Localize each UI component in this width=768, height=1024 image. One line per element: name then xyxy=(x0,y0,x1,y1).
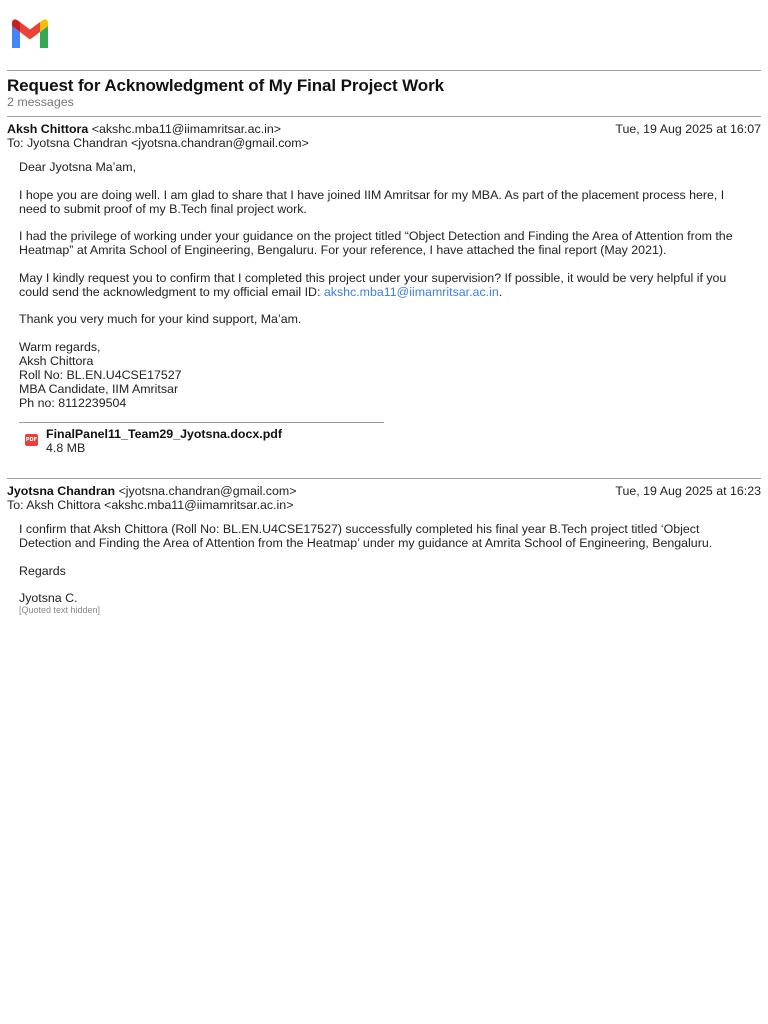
signature-roll: Roll No: BL.EN.U4CSE17527 xyxy=(19,367,182,382)
attachment-size: 4.8 MB xyxy=(46,441,86,455)
signature-closing: Warm regards, xyxy=(19,339,101,354)
gmail-logo xyxy=(9,18,51,49)
divider xyxy=(7,478,761,479)
sender-name: Aksh Chittora xyxy=(7,122,89,136)
signature-name: Aksh Chittora xyxy=(19,353,94,368)
recipient-line: To: Jyotsna Chandran <jyotsna.chandran@gmail.com> xyxy=(7,136,309,150)
paragraph: Thank you very much for your kind support, Ma’am. xyxy=(19,312,302,326)
paragraph: I confirm that Aksh Chittora (Roll No: BL.EN.U4CSE17527) successfully completed his final year B.Tech project titled ‘Object Detection and Finding the Area of Attention from the Heatmap’ under my guidance at Amrita School of Engineering, Bengaluru. xyxy=(19,522,713,550)
recipient-line: To: Aksh Chittora <akshc.mba11@iimamritsar.ac.in> xyxy=(7,498,294,512)
closing: Regards xyxy=(19,563,66,578)
message-header xyxy=(7,484,761,512)
divider xyxy=(7,116,761,117)
signature-phone: Ph no: 8112239504 xyxy=(19,395,127,410)
thread-subject: Request for Acknowledgment of My Final Project Work xyxy=(7,76,444,95)
signature xyxy=(19,340,749,410)
message-body xyxy=(19,160,749,410)
pdf-icon: PDF xyxy=(25,434,38,446)
paragraph-text: May I kindly request you to confirm that I completed this project under your supervision? If possible, it would be very helpful if you could send the acknowledgment to my official email ID: xyxy=(19,270,727,299)
email-link[interactable]: akshc.mba11@iimamritsar.ac.in xyxy=(323,284,499,299)
divider xyxy=(7,70,761,71)
greeting: Dear Jyotsna Ma’am, xyxy=(19,160,137,174)
attachment-divider xyxy=(19,422,384,423)
message-header xyxy=(7,122,761,150)
paragraph xyxy=(19,271,749,299)
signature-role: MBA Candidate, IIM Amritsar xyxy=(19,381,179,396)
sender-email: <akshc.mba11@iimamritsar.ac.in> xyxy=(91,122,282,136)
sender-name: Jyotsna Chandran xyxy=(7,484,116,498)
message-count: 2 messages xyxy=(7,95,74,109)
sender-email: <jyotsna.chandran@gmail.com> xyxy=(118,484,297,498)
paragraph: I hope you are doing well. I am glad to share that I have joined IIM Amritsar for my MBA. As part of the placement process here, I need to submit proof of my B.Tech final project work. xyxy=(19,187,725,216)
message-body xyxy=(19,522,749,616)
paragraph: I had the privilege of working under your guidance on the project titled “Object Detection and Finding the Area of Attention from the Heatmap” at Amrita School of Engineering, Bengaluru. For your reference, I have attached the final report (May 2021). xyxy=(19,229,733,257)
message-date: Tue, 19 Aug 2025 at 16:07 xyxy=(615,122,761,136)
paragraph-text: . xyxy=(498,284,503,299)
attachment-filename[interactable]: FinalPanel11_Team29_Jyotsna.docx.pdf xyxy=(46,427,282,441)
message-date: Tue, 19 Aug 2025 at 16:23 xyxy=(615,484,761,498)
quoted-text-toggle[interactable]: [Quoted text hidden] xyxy=(19,605,101,615)
signoff: Jyotsna C. xyxy=(19,591,78,605)
